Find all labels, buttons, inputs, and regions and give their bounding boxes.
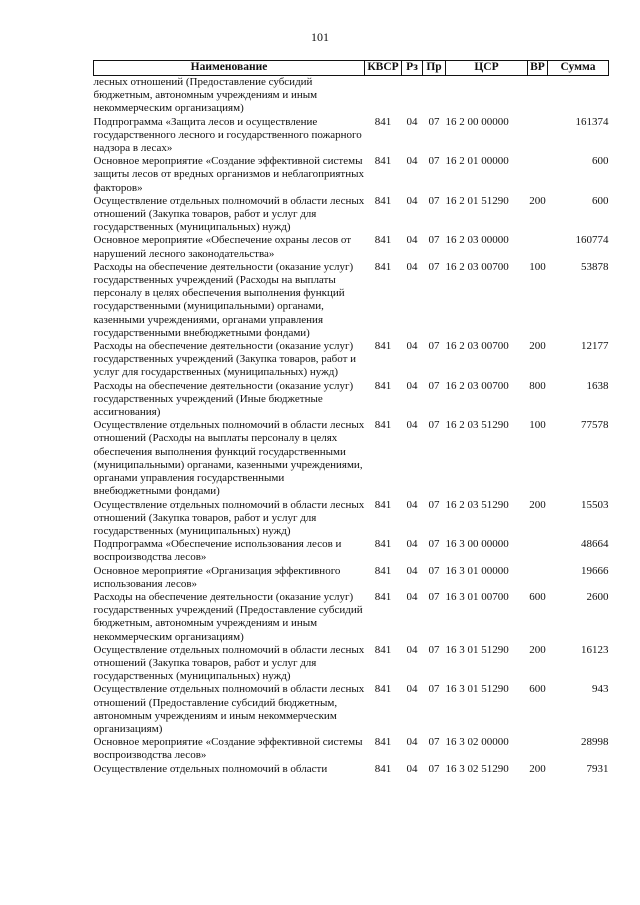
row-kvsr: 841 bbox=[374, 115, 392, 128]
row-csr: 16 2 01 00000 bbox=[445, 155, 509, 168]
row-kvsr: 841 bbox=[374, 340, 392, 353]
header-csr: ЦСР bbox=[446, 61, 528, 76]
row-name: Основное мероприятие «Создание эффективной системы защиты лесов от вредных организмов и неблагоприятных факторов» bbox=[93, 155, 364, 194]
header-pr: Пр bbox=[423, 61, 446, 76]
row-sum: 77578 bbox=[581, 419, 609, 432]
row-kvsr: 841 bbox=[374, 234, 392, 247]
row-vr: 100 bbox=[529, 419, 546, 432]
row-vr: 200 bbox=[529, 498, 546, 511]
row-kvsr: 841 bbox=[374, 260, 392, 273]
row-pr: 07 bbox=[428, 643, 440, 656]
table-row bbox=[94, 234, 609, 260]
row-rz: 04 bbox=[406, 538, 418, 551]
header-kvsr: КВСР bbox=[365, 61, 402, 76]
table-row bbox=[94, 116, 609, 156]
row-pr: 07 bbox=[428, 498, 440, 511]
row-sum: 16123 bbox=[581, 643, 609, 656]
table-row bbox=[94, 591, 609, 644]
row-vr: 200 bbox=[529, 194, 546, 207]
row-rz: 04 bbox=[406, 736, 418, 749]
row-pr: 07 bbox=[428, 683, 440, 696]
row-rz: 04 bbox=[406, 498, 418, 511]
row-pr: 07 bbox=[428, 260, 440, 273]
row-name: Осуществление отдельных полномочий в области лесных отношений (Предоставление субсидий бюджетным, автономным учреждениям и иным некоммерческим организациям) bbox=[93, 683, 365, 735]
row-sum: 48664 bbox=[581, 538, 609, 551]
row-rz: 04 bbox=[406, 643, 418, 656]
row-rz: 04 bbox=[406, 234, 418, 247]
table-row bbox=[94, 261, 609, 340]
row-pr: 07 bbox=[428, 762, 440, 775]
row-vr bbox=[528, 76, 548, 116]
row-csr: 16 2 00 00000 bbox=[445, 115, 509, 128]
row-vr bbox=[528, 565, 548, 591]
row-rz: 04 bbox=[406, 762, 418, 775]
row-rz: 04 bbox=[406, 194, 418, 207]
row-pr: 07 bbox=[428, 538, 440, 551]
row-csr: 16 2 03 51290 bbox=[445, 498, 509, 511]
row-name: Основное мероприятие «Организация эффективного использования лесов» bbox=[93, 564, 341, 590]
row-csr: 16 3 01 51290 bbox=[445, 643, 509, 656]
row-csr bbox=[446, 76, 528, 116]
row-pr: 07 bbox=[428, 736, 440, 749]
row-rz: 04 bbox=[406, 419, 418, 432]
row-sum: 28998 bbox=[581, 736, 609, 749]
row-pr bbox=[423, 76, 446, 116]
row-kvsr: 841 bbox=[374, 194, 392, 207]
row-name: Осуществление отдельных полномочий в области bbox=[93, 762, 328, 775]
table-row bbox=[94, 340, 609, 380]
row-name: Подпрограмма «Защита лесов и осуществление государственного лесного и государственного пожарного надзора в лесах» bbox=[93, 115, 362, 155]
row-vr bbox=[528, 155, 548, 195]
row-sum: 943 bbox=[592, 683, 609, 696]
row-pr: 07 bbox=[428, 234, 440, 247]
row-csr: 16 3 01 00700 bbox=[445, 590, 509, 603]
row-csr: 16 3 02 51290 bbox=[445, 762, 509, 775]
row-kvsr: 841 bbox=[374, 419, 392, 432]
row-name: лесных отношений (Предоставление субсидий бюджетным, автономным учреждениям и иным некоммерческим организациям) bbox=[94, 76, 365, 116]
row-csr: 16 2 03 00700 bbox=[445, 379, 509, 392]
row-sum: 160774 bbox=[575, 234, 609, 247]
row-sum: 15503 bbox=[581, 498, 609, 511]
row-sum: 12177 bbox=[581, 340, 609, 353]
header-rz: Рз bbox=[402, 61, 423, 76]
row-kvsr: 841 bbox=[374, 683, 392, 696]
row-csr: 16 2 03 00700 bbox=[445, 260, 509, 273]
row-sum: 2600 bbox=[586, 590, 609, 603]
row-vr: 100 bbox=[529, 260, 546, 273]
table-row bbox=[94, 499, 609, 539]
row-sum: 7931 bbox=[586, 762, 609, 775]
row-rz: 04 bbox=[406, 379, 418, 392]
row-kvsr: 841 bbox=[374, 538, 392, 551]
row-vr: 800 bbox=[529, 379, 546, 392]
row-name: Основное мероприятие «Создание эффективной системы воспроизводства лесов» bbox=[93, 736, 363, 762]
row-kvsr: 841 bbox=[374, 736, 392, 749]
row-name: Подпрограмма «Обеспечение использования лесов и воспроизводства лесов» bbox=[93, 538, 342, 564]
header-sum: Сумма bbox=[548, 61, 609, 76]
row-csr: 16 2 03 00700 bbox=[445, 340, 509, 353]
table-row bbox=[94, 419, 609, 498]
row-pr: 07 bbox=[428, 564, 440, 577]
row-kvsr: 841 bbox=[374, 379, 392, 392]
row-vr bbox=[528, 116, 548, 156]
row-rz: 04 bbox=[406, 590, 418, 603]
row-csr: 16 3 02 00000 bbox=[445, 736, 509, 749]
table-row bbox=[94, 76, 609, 116]
row-csr: 16 2 01 51290 bbox=[445, 194, 509, 207]
table-row bbox=[94, 644, 609, 684]
table-row bbox=[94, 736, 609, 762]
row-csr: 16 2 03 51290 bbox=[445, 419, 509, 432]
row-rz: 04 bbox=[406, 340, 418, 353]
row-rz: 04 bbox=[406, 683, 418, 696]
header-vr: ВР bbox=[528, 61, 548, 76]
row-sum: 600 bbox=[592, 155, 609, 168]
row-pr: 07 bbox=[428, 340, 440, 353]
row-vr: 200 bbox=[529, 340, 546, 353]
row-kvsr: 841 bbox=[374, 498, 392, 511]
row-rz: 04 bbox=[406, 260, 418, 273]
row-pr: 07 bbox=[428, 590, 440, 603]
row-kvsr bbox=[365, 76, 402, 116]
row-sum: 19666 bbox=[581, 564, 609, 577]
row-kvsr: 841 bbox=[374, 643, 392, 656]
row-csr: 16 2 03 00000 bbox=[445, 234, 509, 247]
table-row bbox=[94, 155, 609, 195]
row-kvsr: 841 bbox=[374, 762, 392, 775]
table-row bbox=[94, 683, 609, 736]
row-vr: 600 bbox=[529, 590, 546, 603]
row-vr: 600 bbox=[529, 683, 546, 696]
row-name: Осуществление отдельных полномочий в области лесных отношений (Закупка товаров, работ и услуг для государственных (муниципальных) нужд) bbox=[93, 498, 365, 537]
row-sum: 53878 bbox=[581, 260, 609, 273]
row-rz bbox=[402, 76, 423, 116]
row-vr: 200 bbox=[529, 643, 546, 656]
row-pr: 07 bbox=[428, 419, 440, 432]
table-header-row bbox=[94, 61, 609, 76]
table-row bbox=[94, 763, 609, 776]
row-csr: 16 3 01 00000 bbox=[445, 564, 509, 577]
row-name: Расходы на обеспечение деятельности (оказание услуг) государственных учреждений (Иные бюджетные ассигнования) bbox=[93, 379, 354, 419]
table-row bbox=[94, 380, 609, 420]
table-row bbox=[94, 565, 609, 591]
row-name: Расходы на обеспечение деятельности (оказание услуг) государственных учреждений (Закупка товаров, работ и услуг для государственных (муниципальных) нужд) bbox=[93, 340, 357, 379]
row-vr bbox=[528, 538, 548, 564]
table-row bbox=[94, 195, 609, 235]
row-name: Осуществление отдельных полномочий в области лесных отношений (Закупка товаров, работ и услуг для государственных (муниципальных) нужд) bbox=[93, 643, 365, 683]
row-name: Расходы на обеспечение деятельности (оказание услуг) государственных учреждений (Предоставление субсидий бюджетным, автономным учреждениям и иным некоммерческим организациям) bbox=[93, 590, 363, 643]
row-kvsr: 841 bbox=[374, 590, 392, 603]
row-csr: 16 3 00 00000 bbox=[445, 538, 509, 551]
row-pr: 07 bbox=[428, 155, 440, 168]
row-name: Осуществление отдельных полномочий в области лесных отношений (Закупка товаров, работ и услуг для государственных (муниципальных) нужд) bbox=[93, 194, 365, 234]
row-vr bbox=[528, 736, 548, 762]
row-rz: 04 bbox=[406, 564, 418, 577]
page-number: 101 bbox=[311, 30, 329, 44]
row-name: Осуществление отдельных полномочий в области лесных отношений (Расходы на выплаты персоналу в целях обеспечения выполнения функций государственными (муниципальными) органами, казенными учреждениями, органами управления государственными внебюджетными фондами) bbox=[93, 419, 365, 498]
row-csr: 16 3 01 51290 bbox=[445, 683, 509, 696]
row-vr bbox=[528, 234, 548, 260]
row-sum: 1638 bbox=[586, 379, 609, 392]
row-pr: 07 bbox=[428, 194, 440, 207]
row-name: Расходы на обеспечение деятельности (оказание услуг) государственных учреждений (Расходы на выплаты персоналу в целях обеспечения выполнения функций государственными (муниципальными) органами, казенными учреждениями, органами управления государственными внебюджетными фондами) bbox=[93, 260, 354, 339]
row-kvsr: 841 bbox=[374, 564, 392, 577]
budget-table bbox=[93, 60, 609, 776]
row-pr: 07 bbox=[428, 115, 440, 128]
row-sum: 161374 bbox=[575, 115, 609, 128]
header-name: Наименование bbox=[94, 61, 365, 76]
table-row bbox=[94, 538, 609, 564]
row-vr: 200 bbox=[529, 762, 546, 775]
row-pr: 07 bbox=[428, 379, 440, 392]
row-rz: 04 bbox=[406, 155, 418, 168]
row-kvsr: 841 bbox=[374, 155, 392, 168]
row-name: Основное мероприятие «Обеспечение охраны лесов от нарушений лесного законодательства» bbox=[93, 234, 352, 260]
row-sum: 600 bbox=[592, 194, 609, 207]
row-sum bbox=[548, 76, 609, 116]
row-rz: 04 bbox=[406, 115, 418, 128]
